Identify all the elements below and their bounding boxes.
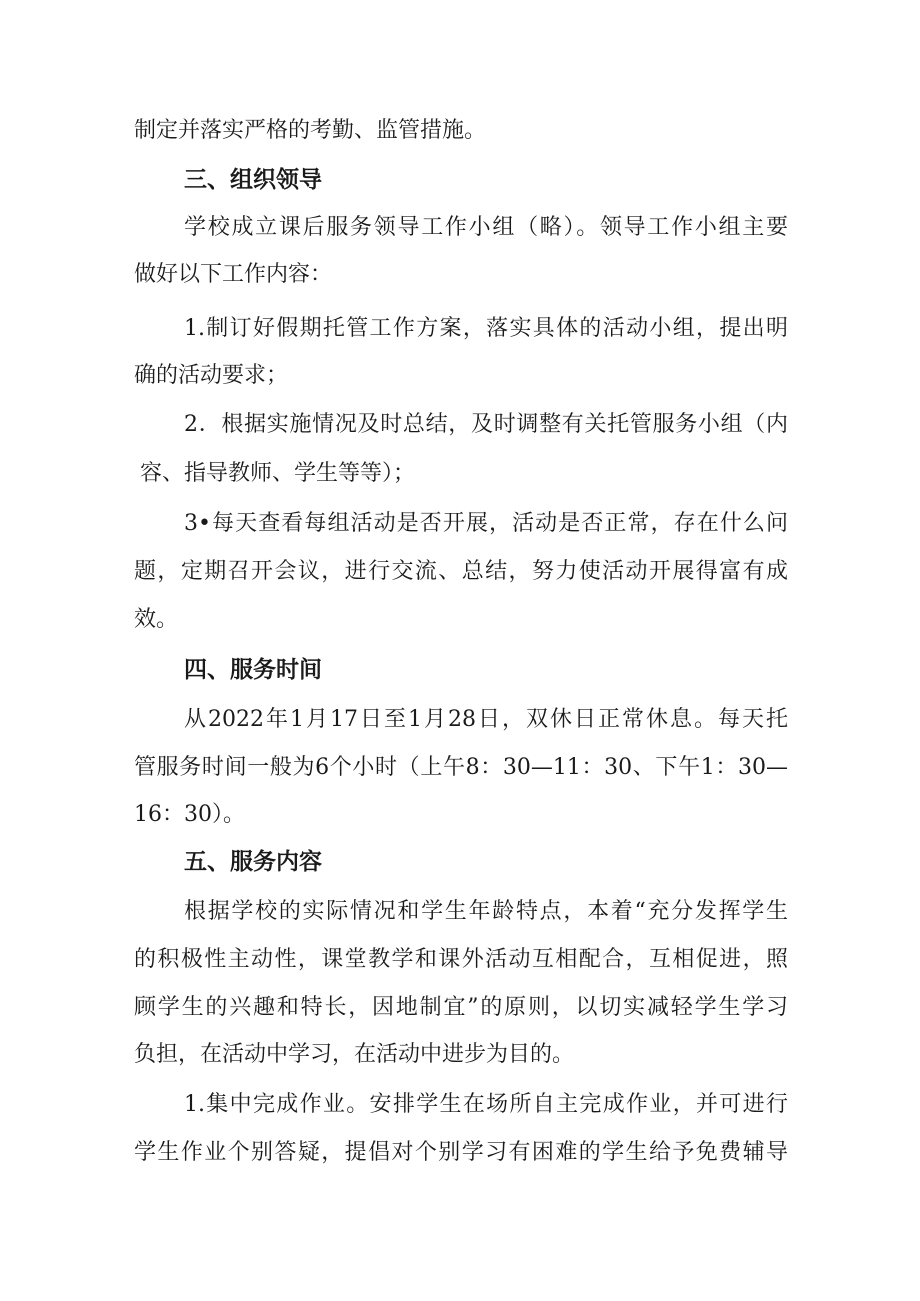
section-heading-service-content: 五、服务内容 — [184, 849, 322, 875]
section-heading-service-time: 四、服务时间 — [184, 657, 322, 683]
paragraph-line: 管服务时间一般为6个小时（上午8：30—11：30、下午1：30— — [134, 755, 788, 780]
paragraph-line: 制定并落实严格的考勤、监管措施。 — [134, 118, 487, 143]
section-heading-organization: 三、组织领导 — [184, 167, 322, 193]
list-item-homework-line: 1.集中完成作业。安排学生在场所自主完成作业，并可进行 — [184, 1092, 788, 1117]
list-item-homework-line: 学生作业个别答疑，提倡对个别学习有困难的学生给予免费辅导 — [134, 1140, 788, 1165]
paragraph-line: 做好以下工作内容： — [134, 262, 333, 287]
list-item-2-line: 2．根据实施情况及时总结，及时调整有关托管服务小组（内 — [184, 412, 788, 437]
list-item-3-line: 3•每天查看每组活动是否开展，活动是否正常，存在什么问 — [184, 511, 788, 536]
paragraph-line: 顾学生的兴趣和特长，因地制宜”的原则，以切实减轻学生学习 — [134, 995, 788, 1020]
paragraph-line: 学校成立课后服务领导工作小组（略）。领导工作小组主要 — [184, 215, 788, 240]
list-item-2-line: 容、指导教师、学生等等）； — [140, 461, 416, 486]
paragraph-line: 根据学校的实际情况和学生年龄特点，本着“充分发挥学生 — [184, 899, 788, 924]
paragraph-line: 从2022年1月17日至1月28日，双休日正常休息。每天托 — [184, 707, 788, 732]
paragraph-line: 16：30）。 — [134, 802, 245, 827]
list-item-1-line: 1.制订好假期托管工作方案，落实具体的活动小组，提出明 — [184, 316, 788, 341]
list-item-3-line: 效。 — [134, 607, 179, 632]
paragraph-line: 负担，在活动中学习，在活动中进步为目的。 — [134, 1042, 575, 1067]
list-item-1-line: 确的活动要求； — [134, 363, 289, 388]
list-item-3-line: 题，定期召开会议，进行交流、总结，努力使活动开展得富有成 — [134, 559, 788, 584]
paragraph-line: 的积极性主动性，课堂教学和课外活动互相配合，互相促进，照 — [134, 947, 788, 972]
